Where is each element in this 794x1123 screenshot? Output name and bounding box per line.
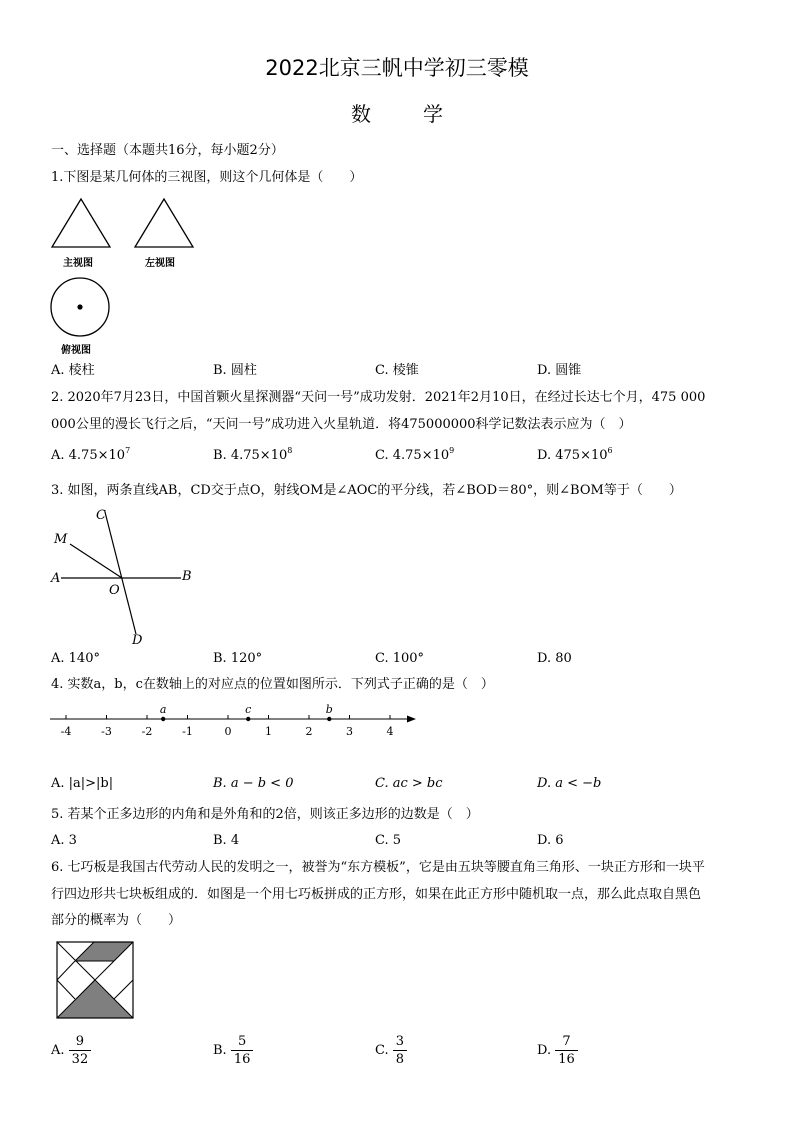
top-view-caption: 俯视图 <box>61 345 91 356</box>
q4-stem: 4. 实数a，b，c在数轴上的对应点的位置如图所示．下列式子正确的是（ ） <box>51 677 494 692</box>
number-line-tick-label: 4 <box>386 725 394 738</box>
label-d: D <box>132 633 143 648</box>
q6-option-b[interactable]: B. $\frac{5}{16}$ <box>213 1033 253 1068</box>
label-c: C <box>96 508 106 523</box>
q6-stem-line2: 行四边形共七块板组成的．如图是一个用七巧板拼成的正方形，如果在此正方形中随机取一点，那么此点取自黑色 <box>51 887 702 902</box>
q4-option-c[interactable]: C. ac > bc <box>375 776 443 791</box>
tangram-line-7 <box>114 980 133 999</box>
number-line-point-b <box>327 717 331 721</box>
q6-option-c[interactable]: C. $\frac{3}{8}$ <box>375 1033 407 1068</box>
q4-number-line <box>46 700 426 744</box>
q5-option-c[interactable]: C. 5 <box>375 833 402 848</box>
number-line-point-a <box>161 717 165 721</box>
number-line-point-label-a: a <box>159 703 167 716</box>
label-m: M <box>54 532 68 547</box>
q1-top-view <box>48 275 114 341</box>
q6-stem-line3: 部分的概率为（ ） <box>51 913 182 928</box>
section-heading: 一、选择题（本题共16分，每小题2分） <box>51 143 284 158</box>
number-line-tick-label: 0 <box>224 725 232 738</box>
q3-option-b[interactable]: B. 120° <box>213 651 263 666</box>
tangram-line-5 <box>57 961 75 980</box>
page-title: 2022北京三帆中学初三零模 <box>265 56 529 80</box>
number-line-point-label-b: b <box>325 703 333 716</box>
q4-option-a[interactable]: A. |a|>|b| <box>51 776 114 791</box>
number-line-tick-label: -1 <box>182 725 193 738</box>
fraction: $\frac{3}{8}$ <box>393 1033 407 1068</box>
front-view-caption: 主视图 <box>63 258 93 269</box>
label-o: O <box>109 583 120 598</box>
q2-option-b[interactable]: B. $4.75\times 10^8$ <box>213 446 293 463</box>
number-line-tick-label: 2 <box>305 725 313 738</box>
top-view-center-dot <box>77 304 82 309</box>
q5-option-b[interactable]: B. 4 <box>213 833 240 848</box>
q3-stem: 3. 如图，两条直线AB，CD交于点O，射线OM是∠AOC的平分线，若∠BOD＝80°，则∠BOM等于（ ） <box>51 483 682 498</box>
front-view-triangle <box>52 199 110 247</box>
line-cd <box>105 512 136 634</box>
fraction: $\frac{5}{16}$ <box>231 1033 254 1068</box>
q1-stem: 1.下图是某几何体的三视图，则这个几何体是（ ） <box>51 170 363 185</box>
q6-option-d[interactable]: D. $\frac{7}{16}$ <box>537 1033 578 1068</box>
q2-option-c[interactable]: C. $4.75\times 10^9$ <box>375 446 455 463</box>
fraction: $\frac{9}{32}$ <box>69 1033 92 1068</box>
number-line-tick-label: -4 <box>60 725 72 738</box>
tangram-line-6 <box>57 980 75 999</box>
q2-option-a[interactable]: A. $4.75\times 10^7$ <box>51 446 131 463</box>
tangram-black-top-parallelogram <box>75 942 133 961</box>
q6-option-a[interactable]: A. $\frac{9}{32}$ <box>51 1033 91 1068</box>
number-line-tick-label: 1 <box>265 725 272 738</box>
number-line-point-label-c: c <box>245 703 252 716</box>
q5-stem: 5. 若某个正多边形的内角和是外角和的2倍，则该正多边形的边数是（ ） <box>51 807 479 822</box>
axis-arrow <box>407 716 416 723</box>
q6-stem-line1: 6. 七巧板是我国古代劳动人民的发明之一，被誉为“东方模板”，它是由五块等腰直角三角形、一块正方形和一块平 <box>51 860 705 875</box>
left-view-caption: 左视图 <box>145 258 175 269</box>
number-line-point-c <box>246 717 250 721</box>
q1-front-left-views <box>48 195 198 255</box>
q2-stem-line1: 2. 2020年7月23日，中国首颗火星探测器“天问一号”成功发射．2021年2月10日，在经过长达七个月，475 000 <box>51 390 706 405</box>
q3-option-d[interactable]: D. 80 <box>537 651 572 666</box>
q1-option-d[interactable]: D. 圆锥 <box>537 363 582 378</box>
left-view-triangle <box>135 199 193 247</box>
q5-option-d[interactable]: D. 6 <box>537 833 564 848</box>
q4-option-d[interactable]: D. a < −b <box>537 776 602 791</box>
q1-option-a[interactable]: A. 棱柱 <box>51 363 95 378</box>
number-line-tick-label: 3 <box>346 725 353 738</box>
label-a: A <box>51 571 61 586</box>
q2-option-d[interactable]: D. $475\times 10^6$ <box>537 446 613 463</box>
q3-option-c[interactable]: C. 100° <box>375 651 425 666</box>
number-line-tick-label: -2 <box>141 725 153 738</box>
q1-option-c[interactable]: C. 棱锥 <box>375 363 419 378</box>
q2-stem-line2: 000公里的漫长飞行之后，“天问一号”成功进入火星轨道．将475000000科学记数法表示应为（ ） <box>51 417 632 432</box>
q1-option-b[interactable]: B. 圆柱 <box>213 363 257 378</box>
q4-option-b[interactable]: B. a − b < 0 <box>213 776 294 791</box>
subject-title: 数学 <box>351 102 495 126</box>
label-b: B <box>182 569 192 584</box>
q6-tangram-figure <box>56 941 136 1021</box>
number-line-tick-label: -3 <box>101 725 112 738</box>
tangram-black-bottom-triangle <box>57 980 133 1018</box>
q5-option-a[interactable]: A. 3 <box>51 833 77 848</box>
q3-option-a[interactable]: A. 140° <box>51 651 100 666</box>
fraction: $\frac{7}{16}$ <box>555 1033 578 1068</box>
q3-figure <box>46 504 206 649</box>
